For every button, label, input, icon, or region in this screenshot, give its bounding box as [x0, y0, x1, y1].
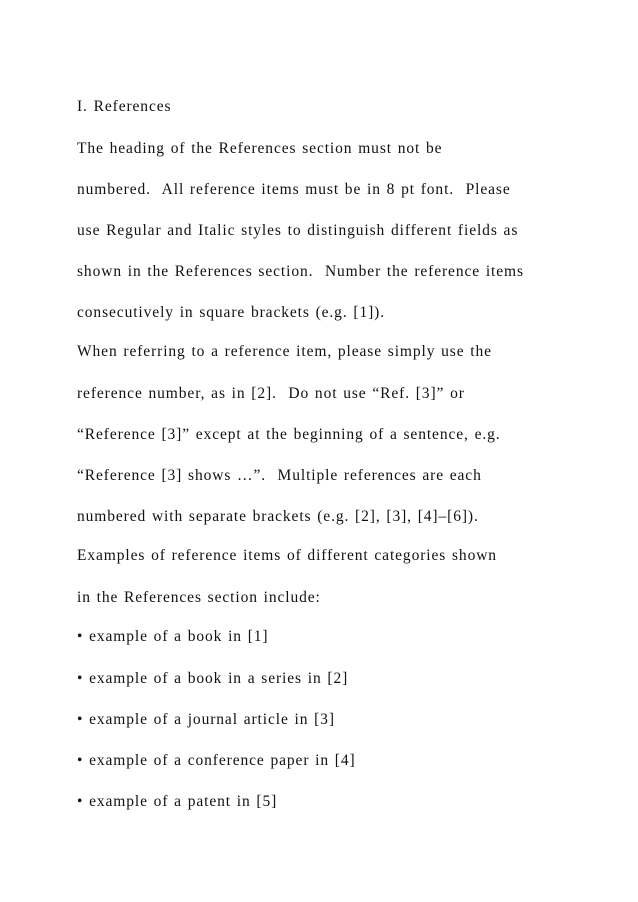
text-line: use Regular and Italic styles to distinguish different fields as	[77, 222, 519, 239]
text-line: consecutively in square brackets (e.g. [1]).	[77, 304, 385, 321]
text-line: “Reference [3]” except at the beginning of a sentence, e.g.	[77, 426, 501, 443]
text-line: in the References section include:	[77, 589, 321, 606]
bullet-item: • example of a patent in [5]	[77, 793, 278, 810]
text-line: numbered. All reference items must be in 8 pt font. Please	[77, 181, 511, 198]
section-heading: I. References	[77, 98, 172, 115]
bullet-item: • example of a book in a series in [2]	[77, 670, 349, 687]
text-line: When referring to a reference item, please simply use the	[77, 343, 492, 360]
text-line: Examples of reference items of different categories shown	[77, 547, 497, 564]
text-line: reference number, as in [2]. Do not use “Ref. [3]” or	[77, 385, 465, 402]
text-line: numbered with separate brackets (e.g. [2], [3], [4]–[6]).	[77, 508, 479, 525]
text-line: The heading of the References section must not be	[77, 140, 443, 157]
text-line: “Reference [3] shows …”. Multiple references are each	[77, 467, 482, 484]
bullet-item: • example of a conference paper in [4]	[77, 752, 356, 769]
bullet-item: • example of a journal article in [3]	[77, 711, 335, 728]
bullet-item: • example of a book in [1]	[77, 628, 269, 645]
text-line: shown in the References section. Number the reference items	[77, 263, 524, 280]
